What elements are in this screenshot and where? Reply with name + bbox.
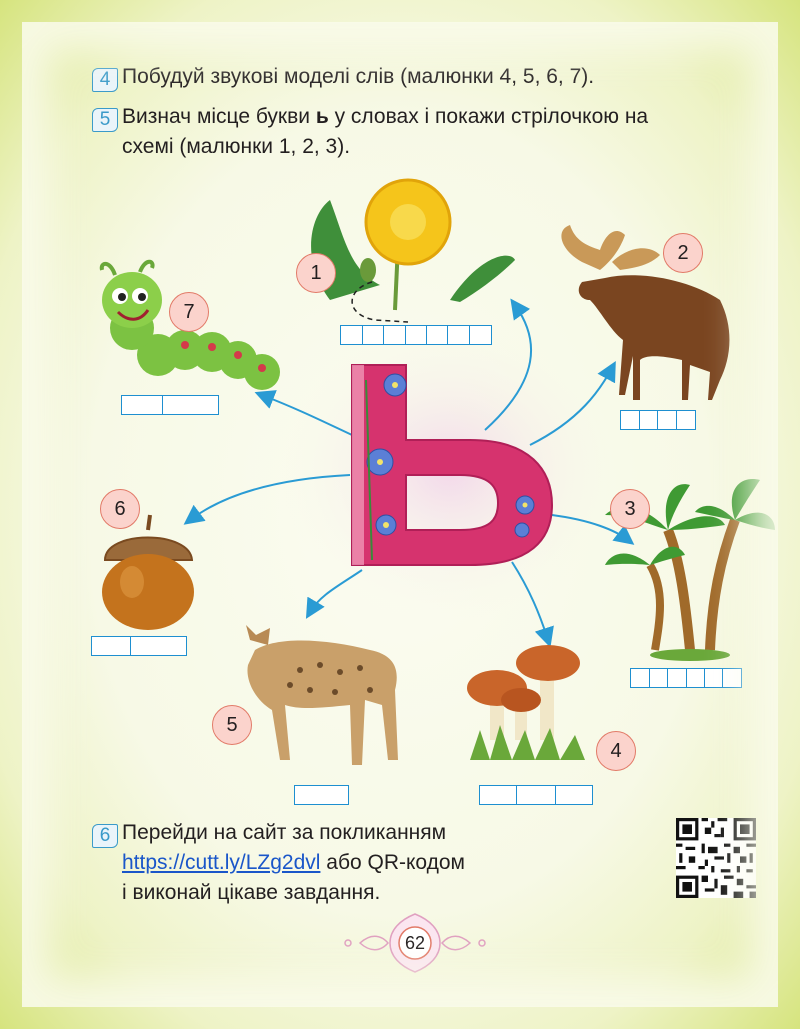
task-number: 6 [92, 824, 118, 848]
task-text-part2: у словах і покажи стрілочкою на [328, 105, 649, 128]
sound-model-7 [123, 395, 219, 415]
task-text-line2: схемі (малюнки 1, 2, 3). [122, 135, 351, 158]
task-number: 5 [92, 108, 118, 132]
task-text-line1: Перейди на сайт за покликанням [122, 821, 447, 844]
badge-7: 7 [169, 292, 209, 332]
task-6 [92, 818, 612, 908]
sound-model-4 [481, 785, 593, 805]
sound-model-6 [93, 636, 187, 656]
page-number: 62 [404, 933, 426, 953]
qr-code[interactable] [676, 818, 756, 898]
mushrooms-picture [467, 645, 585, 760]
acorn-picture [102, 515, 194, 630]
task-number: 4 [92, 68, 118, 92]
badge-3: 3 [610, 489, 650, 529]
sound-model-3 [632, 668, 742, 688]
task-text-line3: і виконай цікаве завдання. [122, 881, 381, 904]
badge-4: 4 [596, 731, 636, 771]
task-text: Побудуй звукові моделі слів (малюнки 4, 5, 6, 7). [122, 65, 595, 88]
task-text-part1: Визнач місце букви [122, 105, 316, 128]
badge-2: 2 [663, 233, 703, 273]
task-link[interactable]: https://cutt.ly/LZg2dvl [122, 851, 321, 874]
sound-model-1 [342, 325, 492, 345]
badge-5: 5 [212, 705, 252, 745]
dandelion-picture [311, 180, 515, 322]
task-letter: ь [315, 105, 329, 128]
badge-1: 1 [296, 253, 336, 293]
moose-picture [561, 225, 729, 400]
lynx-picture [246, 625, 398, 765]
sound-model-2 [622, 410, 696, 430]
task-text-line2: або QR-кодом [320, 851, 465, 874]
badge-6: 6 [100, 489, 140, 529]
sound-model-5 [296, 785, 349, 805]
